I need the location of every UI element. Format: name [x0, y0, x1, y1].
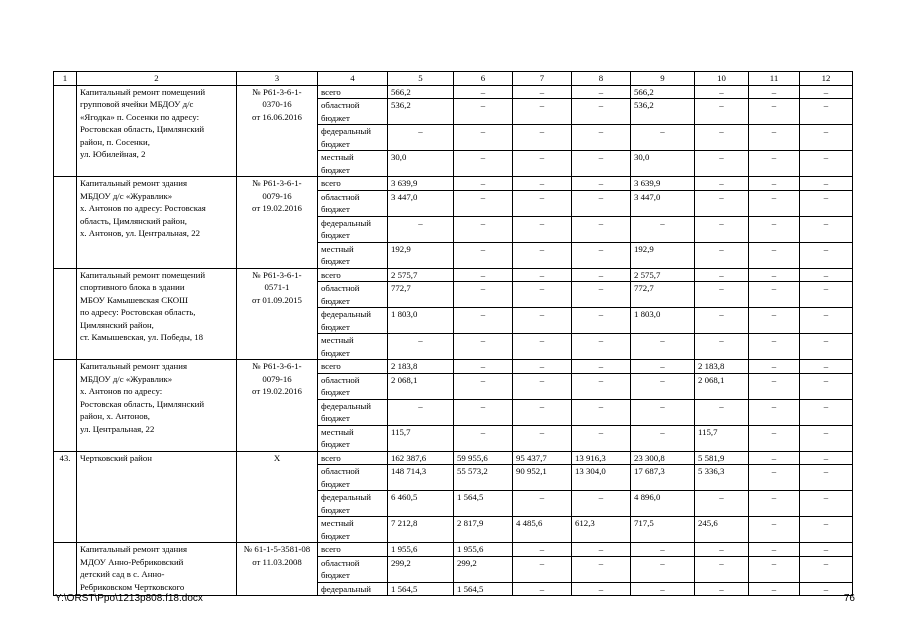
- value-cell: 13 304,0: [572, 465, 631, 491]
- value-cell: –: [749, 125, 800, 151]
- object-name-cell: Капитальный ремонт здания МБДОУ д/с «Журавлик» х. Антонов по адресу: Ростовская область, Цимлянский район, х. Антонов, ул. Центральная, 22: [77, 177, 237, 269]
- value-cell: –: [454, 425, 513, 451]
- value-cell: 2 068,1: [388, 373, 454, 399]
- value-cell: –: [631, 543, 695, 557]
- column-number-cell: 10: [695, 72, 749, 86]
- value-cell: –: [454, 177, 513, 191]
- column-number-cell: 6: [454, 72, 513, 86]
- value-cell: –: [749, 190, 800, 216]
- item-number-cell: 43.: [54, 451, 77, 543]
- value-cell: –: [572, 373, 631, 399]
- value-cell: –: [695, 125, 749, 151]
- value-cell: –: [800, 465, 853, 491]
- document-cell: № Р61-3-6-1- 0079-16 от 19.02.2016: [237, 360, 318, 452]
- value-cell: 23 300,8: [631, 451, 695, 465]
- value-cell: –: [800, 177, 853, 191]
- value-cell: –: [454, 334, 513, 360]
- value-cell: –: [631, 399, 695, 425]
- value-cell: 17 687,3: [631, 465, 695, 491]
- value-cell: –: [572, 582, 631, 596]
- column-number-cell: 7: [513, 72, 572, 86]
- budget-table: [53, 71, 853, 596]
- value-cell: –: [513, 151, 572, 177]
- value-cell: 536,2: [388, 99, 454, 125]
- column-number-cell: 12: [800, 72, 853, 86]
- value-cell: –: [513, 282, 572, 308]
- object-name-cell: Капитальный ремонт помещений групповой ячейки МБДОУ д/с «Ягодка» п. Сосенки по адресу: Ростовская область, Цимлянский район, п. Сосенки, ул. Юбилейная, 2: [77, 85, 237, 177]
- value-cell: 55 573,2: [454, 465, 513, 491]
- value-cell: –: [800, 125, 853, 151]
- value-cell: 162 387,6: [388, 451, 454, 465]
- value-cell: –: [631, 360, 695, 374]
- value-cell: –: [513, 99, 572, 125]
- value-cell: –: [454, 190, 513, 216]
- value-cell: 6 460,5: [388, 491, 454, 517]
- value-cell: –: [513, 425, 572, 451]
- value-cell: –: [631, 373, 695, 399]
- value-cell: –: [572, 85, 631, 99]
- value-cell: –: [631, 334, 695, 360]
- value-cell: –: [572, 282, 631, 308]
- footer-file-path: Y:\ORST\Ppo\1213p808.f18.docx: [55, 593, 203, 604]
- funding-source-cell: местный бюджет: [318, 151, 388, 177]
- value-cell: 1 803,0: [631, 308, 695, 334]
- value-cell: –: [695, 177, 749, 191]
- value-cell: –: [454, 125, 513, 151]
- funding-source-cell: федеральный: [318, 582, 388, 596]
- value-cell: –: [572, 190, 631, 216]
- object-name-cell: Чертковский район: [77, 451, 237, 543]
- table-row: [54, 451, 853, 465]
- value-cell: –: [454, 216, 513, 242]
- value-cell: –: [572, 268, 631, 282]
- item-number-cell: [54, 268, 77, 360]
- value-cell: –: [454, 99, 513, 125]
- object-name-cell: Капитальный ремонт здания МБДОУ д/с «Журавлик» х. Антонов по адресу: Ростовская область, Цимлянский район, х. Антонов, ул. Центральная, 22: [77, 360, 237, 452]
- value-cell: –: [749, 543, 800, 557]
- value-cell: –: [454, 399, 513, 425]
- value-cell: –: [749, 282, 800, 308]
- value-cell: –: [800, 308, 853, 334]
- value-cell: –: [513, 360, 572, 374]
- value-cell: –: [454, 282, 513, 308]
- value-cell: 2 068,1: [695, 373, 749, 399]
- funding-source-cell: всего: [318, 85, 388, 99]
- value-cell: –: [800, 399, 853, 425]
- value-cell: 192,9: [388, 242, 454, 268]
- value-cell: –: [572, 242, 631, 268]
- value-cell: –: [572, 425, 631, 451]
- value-cell: 7 212,8: [388, 517, 454, 543]
- value-cell: 1 955,6: [388, 543, 454, 557]
- object-name-cell: Капитальный ремонт здания МДОУ Анно-Ребриковский детский сад в с. Анно- Ребриковском Чертковского: [77, 543, 237, 596]
- value-cell: –: [800, 334, 853, 360]
- value-cell: 2 575,7: [388, 268, 454, 282]
- table-row: [54, 268, 853, 282]
- item-number-cell: [54, 85, 77, 177]
- value-cell: 2 183,8: [695, 360, 749, 374]
- value-cell: –: [572, 556, 631, 582]
- funding-source-cell: местный бюджет: [318, 517, 388, 543]
- value-cell: –: [749, 399, 800, 425]
- value-cell: 717,5: [631, 517, 695, 543]
- value-cell: –: [513, 582, 572, 596]
- value-cell: –: [572, 491, 631, 517]
- value-cell: –: [749, 373, 800, 399]
- funding-source-cell: всего: [318, 177, 388, 191]
- value-cell: 536,2: [631, 99, 695, 125]
- value-cell: –: [454, 268, 513, 282]
- value-cell: –: [695, 399, 749, 425]
- value-cell: 4 896,0: [631, 491, 695, 517]
- funding-source-cell: федеральный бюджет: [318, 399, 388, 425]
- value-cell: –: [749, 242, 800, 268]
- value-cell: –: [631, 556, 695, 582]
- value-cell: –: [695, 556, 749, 582]
- table-header-row: [54, 72, 853, 86]
- value-cell: 13 916,3: [572, 451, 631, 465]
- value-cell: –: [695, 268, 749, 282]
- value-cell: 95 437,7: [513, 451, 572, 465]
- value-cell: –: [800, 491, 853, 517]
- funding-source-cell: всего: [318, 360, 388, 374]
- value-cell: 245,6: [695, 517, 749, 543]
- value-cell: –: [388, 399, 454, 425]
- value-cell: 566,2: [388, 85, 454, 99]
- value-cell: –: [800, 517, 853, 543]
- value-cell: –: [572, 308, 631, 334]
- value-cell: –: [513, 334, 572, 360]
- funding-source-cell: областной бюджет: [318, 99, 388, 125]
- funding-source-cell: местный бюджет: [318, 334, 388, 360]
- item-number-cell: [54, 360, 77, 452]
- value-cell: 3 447,0: [631, 190, 695, 216]
- value-cell: –: [749, 216, 800, 242]
- value-cell: 115,7: [388, 425, 454, 451]
- value-cell: –: [454, 308, 513, 334]
- value-cell: 30,0: [388, 151, 454, 177]
- value-cell: –: [572, 360, 631, 374]
- value-cell: –: [800, 151, 853, 177]
- value-cell: –: [749, 451, 800, 465]
- value-cell: 2 183,8: [388, 360, 454, 374]
- value-cell: –: [454, 373, 513, 399]
- value-cell: –: [695, 85, 749, 99]
- value-cell: 1 955,6: [454, 543, 513, 557]
- value-cell: –: [749, 491, 800, 517]
- funding-source-cell: областной бюджет: [318, 556, 388, 582]
- document-cell: № Р61-3-6-1- 0571-1 от 01.09.2015: [237, 268, 318, 360]
- value-cell: –: [800, 373, 853, 399]
- value-cell: 612,3: [572, 517, 631, 543]
- document-cell: № Р61-3-6-1- 0079-16 от 19.02.2016: [237, 177, 318, 269]
- value-cell: 115,7: [695, 425, 749, 451]
- value-cell: 1 564,5: [388, 582, 454, 596]
- value-cell: –: [572, 151, 631, 177]
- item-number-cell: [54, 177, 77, 269]
- value-cell: –: [749, 582, 800, 596]
- value-cell: –: [800, 556, 853, 582]
- value-cell: –: [454, 360, 513, 374]
- value-cell: 90 952,1: [513, 465, 572, 491]
- value-cell: 5 581,9: [695, 451, 749, 465]
- value-cell: –: [631, 425, 695, 451]
- column-number-cell: 2: [77, 72, 237, 86]
- value-cell: –: [695, 543, 749, 557]
- value-cell: 1 564,5: [454, 582, 513, 596]
- value-cell: –: [572, 543, 631, 557]
- value-cell: –: [695, 190, 749, 216]
- value-cell: –: [631, 216, 695, 242]
- value-cell: –: [749, 517, 800, 543]
- value-cell: –: [749, 268, 800, 282]
- item-number-cell: [54, 543, 77, 596]
- value-cell: –: [695, 582, 749, 596]
- document-cell: № 61-1-5-3581-08 от 11.03.2008: [237, 543, 318, 596]
- table-row: [54, 543, 853, 557]
- value-cell: –: [513, 268, 572, 282]
- value-cell: 566,2: [631, 85, 695, 99]
- value-cell: 3 447,0: [388, 190, 454, 216]
- funding-source-cell: федеральный бюджет: [318, 308, 388, 334]
- value-cell: –: [572, 399, 631, 425]
- value-cell: –: [800, 282, 853, 308]
- value-cell: –: [388, 125, 454, 151]
- value-cell: –: [749, 334, 800, 360]
- value-cell: –: [749, 308, 800, 334]
- column-number-cell: 9: [631, 72, 695, 86]
- value-cell: –: [454, 242, 513, 268]
- column-number-cell: 4: [318, 72, 388, 86]
- value-cell: –: [695, 334, 749, 360]
- object-name-cell: Капитальный ремонт помещений спортивного блока в здании МБОУ Камышевская СКОШ по адресу: Ростовская область, Цимлянский район, ст. Камышевская, ул. Победы, 18: [77, 268, 237, 360]
- value-cell: –: [388, 216, 454, 242]
- value-cell: 2 575,7: [631, 268, 695, 282]
- value-cell: –: [454, 85, 513, 99]
- value-cell: –: [749, 465, 800, 491]
- funding-source-cell: местный бюджет: [318, 425, 388, 451]
- value-cell: –: [749, 177, 800, 191]
- value-cell: –: [800, 268, 853, 282]
- value-cell: 772,7: [631, 282, 695, 308]
- value-cell: 5 336,3: [695, 465, 749, 491]
- funding-source-cell: федеральный бюджет: [318, 216, 388, 242]
- value-cell: –: [800, 216, 853, 242]
- value-cell: –: [513, 399, 572, 425]
- value-cell: –: [454, 151, 513, 177]
- funding-source-cell: областной бюджет: [318, 190, 388, 216]
- value-cell: 299,2: [454, 556, 513, 582]
- value-cell: –: [800, 360, 853, 374]
- value-cell: –: [800, 582, 853, 596]
- value-cell: –: [695, 282, 749, 308]
- value-cell: –: [695, 242, 749, 268]
- footer-page-number: 76: [843, 593, 855, 604]
- value-cell: –: [800, 99, 853, 125]
- value-cell: –: [749, 99, 800, 125]
- table-row: [54, 85, 853, 99]
- value-cell: –: [513, 556, 572, 582]
- column-number-cell: 8: [572, 72, 631, 86]
- table-row: [54, 177, 853, 191]
- value-cell: 148 714,3: [388, 465, 454, 491]
- value-cell: –: [695, 491, 749, 517]
- value-cell: 1 803,0: [388, 308, 454, 334]
- value-cell: 1 564,5: [454, 491, 513, 517]
- value-cell: –: [513, 125, 572, 151]
- value-cell: –: [513, 177, 572, 191]
- value-cell: –: [749, 556, 800, 582]
- column-number-cell: 1: [54, 72, 77, 86]
- value-cell: –: [572, 125, 631, 151]
- table-row: [54, 360, 853, 374]
- value-cell: –: [800, 242, 853, 268]
- value-cell: –: [800, 190, 853, 216]
- value-cell: –: [800, 543, 853, 557]
- value-cell: 192,9: [631, 242, 695, 268]
- value-cell: –: [388, 334, 454, 360]
- value-cell: –: [800, 85, 853, 99]
- value-cell: –: [513, 543, 572, 557]
- funding-source-cell: местный бюджет: [318, 242, 388, 268]
- value-cell: –: [749, 151, 800, 177]
- funding-source-cell: областной бюджет: [318, 282, 388, 308]
- value-cell: –: [695, 99, 749, 125]
- funding-source-cell: областной бюджет: [318, 373, 388, 399]
- value-cell: –: [513, 491, 572, 517]
- value-cell: –: [800, 451, 853, 465]
- value-cell: –: [513, 85, 572, 99]
- funding-source-cell: федеральный бюджет: [318, 491, 388, 517]
- value-cell: 772,7: [388, 282, 454, 308]
- value-cell: –: [695, 308, 749, 334]
- document-cell: Х: [237, 451, 318, 543]
- document-cell: № Р61-3-6-1- 0370-16 от 16.06.2016: [237, 85, 318, 177]
- value-cell: 2 817,9: [454, 517, 513, 543]
- value-cell: –: [513, 308, 572, 334]
- value-cell: –: [749, 360, 800, 374]
- value-cell: –: [631, 125, 695, 151]
- funding-source-cell: федеральный бюджет: [318, 125, 388, 151]
- value-cell: 3 639,9: [388, 177, 454, 191]
- value-cell: 299,2: [388, 556, 454, 582]
- value-cell: 3 639,9: [631, 177, 695, 191]
- value-cell: –: [749, 85, 800, 99]
- funding-source-cell: всего: [318, 543, 388, 557]
- value-cell: 59 955,6: [454, 451, 513, 465]
- value-cell: 4 485,6: [513, 517, 572, 543]
- value-cell: –: [572, 216, 631, 242]
- value-cell: –: [695, 151, 749, 177]
- column-number-cell: 11: [749, 72, 800, 86]
- value-cell: –: [513, 190, 572, 216]
- value-cell: –: [572, 99, 631, 125]
- value-cell: –: [800, 425, 853, 451]
- funding-source-cell: всего: [318, 451, 388, 465]
- value-cell: 30,0: [631, 151, 695, 177]
- column-number-cell: 3: [237, 72, 318, 86]
- value-cell: –: [749, 425, 800, 451]
- value-cell: –: [513, 242, 572, 268]
- value-cell: –: [695, 216, 749, 242]
- value-cell: –: [631, 582, 695, 596]
- funding-source-cell: областной бюджет: [318, 465, 388, 491]
- value-cell: –: [513, 216, 572, 242]
- funding-source-cell: всего: [318, 268, 388, 282]
- column-number-cell: 5: [388, 72, 454, 86]
- value-cell: –: [513, 373, 572, 399]
- value-cell: –: [572, 177, 631, 191]
- value-cell: –: [572, 334, 631, 360]
